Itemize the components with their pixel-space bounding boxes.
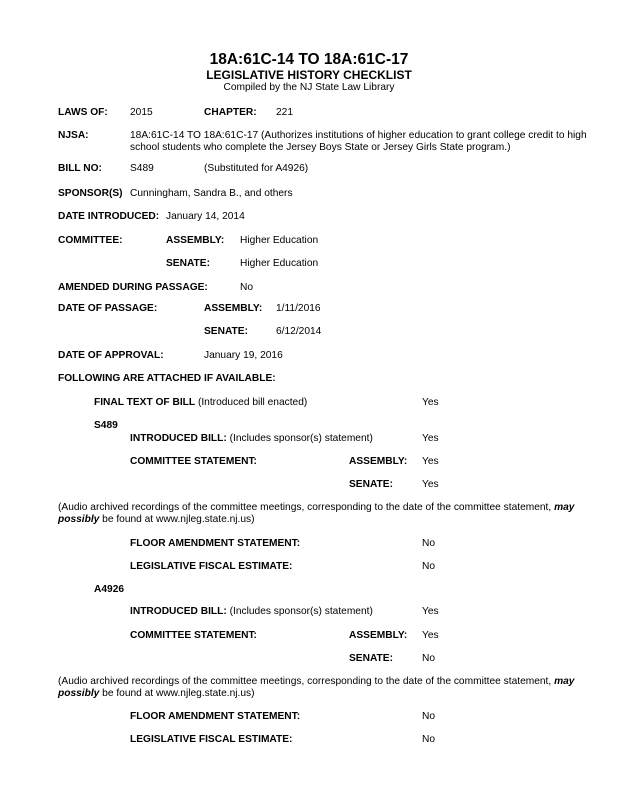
a4926-committee-label: COMMITTEE STATEMENT: [130,630,257,641]
a4926-introduced-label [130,606,373,618]
passage-senate-label: SENATE: [204,326,248,337]
a4926-audio-post: be found at www.njleg.state.nj.us) [99,688,255,699]
s489-fiscal-value: No [422,561,436,572]
sponsors-value: Cunningham, Sandra B., and others [130,188,293,199]
a4926-audio-pre: (Audio archived recordings of the committee meetings, corresponding to the date of the committee statement, [58,676,555,687]
passage-senate-value: 6/12/2014 [276,326,322,337]
chapter-label: CHAPTER: [204,107,257,118]
s489-floor-label: FLOOR AMENDMENT STATEMENT: [130,538,301,549]
njsa-value: 18A:61C-14 TO 18A:61C-17 (Authorizes institutions of higher education to grant college credit to high school students who complete the Jersey Boys State or Jersey Girls State program.) [130,130,587,153]
s489-introduced-value: Yes [422,433,439,444]
committee-senate-value: Higher Education [240,258,319,269]
s489-audio-note [58,502,578,526]
a4926-audio-note [58,676,578,700]
s489-assembly-label: ASSEMBLY: [349,456,408,467]
laws-of-value: 2015 [130,107,153,118]
a4926-senate-value: No [422,653,436,664]
a4926-introduced-value: Yes [422,606,439,617]
final-text-label-rest: (Introduced bill enacted) [195,397,308,408]
document-subtitle: LEGISLATIVE HISTORY CHECKLIST [206,68,412,82]
date-introduced-label: DATE INTRODUCED: [58,211,160,222]
approval-label: DATE OF APPROVAL: [58,350,164,361]
bill-no-value: S489 [130,163,154,174]
compiled-by: Compiled by the NJ State Law Library [223,82,395,93]
final-text-label-bold: FINAL TEXT OF BILL [94,397,196,408]
final-text-value: Yes [422,397,439,408]
date-introduced-value: January 14, 2014 [166,211,245,222]
amended-value: No [240,282,254,293]
final-text-label [94,397,307,409]
bill-no-note: (Substituted for A4926) [204,163,309,174]
a4926-assembly-value: Yes [422,630,439,641]
a4926-fiscal-label: LEGISLATIVE FISCAL ESTIMATE: [130,734,293,745]
committee-assembly-label: ASSEMBLY: [166,235,225,246]
a4926-floor-value: No [422,711,436,722]
committee-label: COMMITTEE: [58,235,123,246]
njsa-label: NJSA: [58,130,89,141]
a4926-introduced-bold: INTRODUCED BILL: [130,606,227,617]
passage-assembly-label: ASSEMBLY: [204,303,263,314]
s489-assembly-value: Yes [422,456,439,467]
s489-introduced-rest: (Includes sponsor(s) statement) [226,433,373,444]
s489-audio-pre: (Audio archived recordings of the committee meetings, corresponding to the date of the committee statement, [58,502,555,513]
approval-value: January 19, 2016 [204,350,283,361]
a4926-floor-label: FLOOR AMENDMENT STATEMENT: [130,711,301,722]
s489-audio-em: may possibly [58,502,575,525]
a4926-audio-em: may possibly [58,676,575,699]
s489-introduced-label [130,433,373,445]
committee-assembly-value: Higher Education [240,235,319,246]
s489-senate-value: Yes [422,479,439,490]
amended-label: AMENDED DURING PASSAGE: [58,282,208,293]
chapter-value: 221 [276,107,293,118]
s489-committee-label: COMMITTEE STATEMENT: [130,456,257,467]
a4926-heading: A4926 [94,584,125,595]
committee-senate-label: SENATE: [166,258,210,269]
s489-fiscal-label: LEGISLATIVE FISCAL ESTIMATE: [130,561,293,572]
laws-of-label: LAWS OF: [58,107,108,118]
bill-no-label: BILL NO: [58,163,102,174]
s489-audio-post: be found at www.njleg.state.nj.us) [99,514,255,525]
a4926-assembly-label: ASSEMBLY: [349,630,408,641]
passage-assembly-value: 1/11/2016 [276,303,321,314]
s489-floor-value: No [422,538,436,549]
attached-heading: FOLLOWING ARE ATTACHED IF AVAILABLE: [58,373,276,384]
s489-heading: S489 [94,420,118,431]
document-title: 18A:61C-14 TO 18A:61C-17 [209,51,409,68]
s489-introduced-bold: INTRODUCED BILL: [130,433,227,444]
passage-label: DATE OF PASSAGE: [58,303,158,314]
s489-senate-label: SENATE: [349,479,393,490]
a4926-senate-label: SENATE: [349,653,393,664]
a4926-fiscal-value: No [422,734,436,745]
sponsors-label: SPONSOR(S) [58,188,123,199]
a4926-introduced-rest: (Includes sponsor(s) statement) [226,606,373,617]
